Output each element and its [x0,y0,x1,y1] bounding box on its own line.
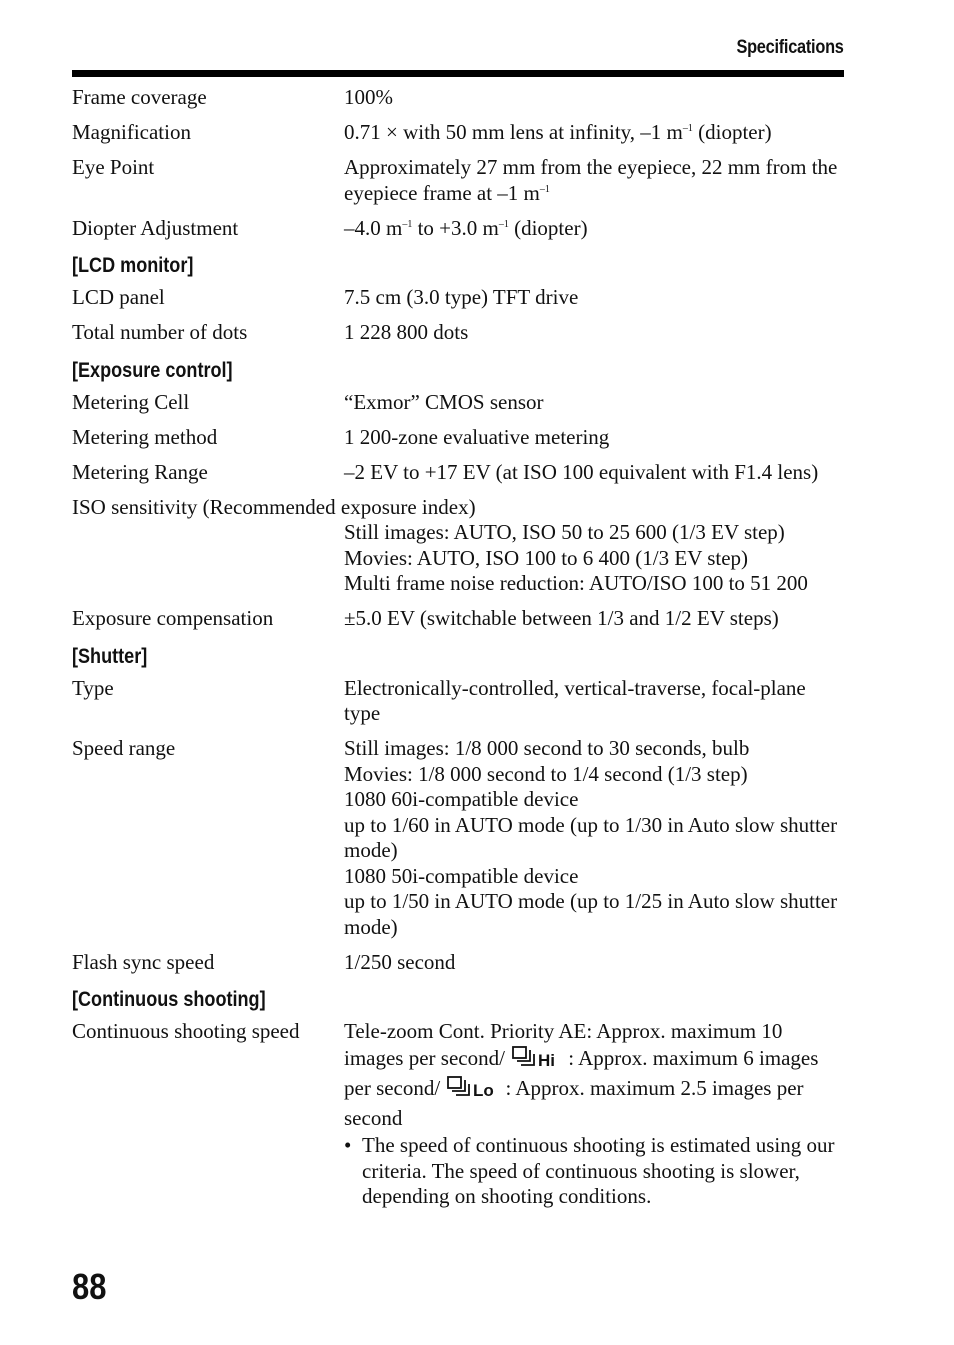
iso-line-still: Still images: AUTO, ISO 50 to 25 600 (1/3 EV step) [344,520,785,544]
spec-value: 1/250 second [344,949,456,974]
spec-label: Flash sync speed [72,949,215,974]
spec-row-eye-point [72,155,844,206]
superscript: –1 [682,123,693,134]
speed-line: up to 1/50 in AUTO mode (up to 1/25 in Auto slow shutter mode) [344,889,838,939]
spec-label: Speed range [72,736,176,760]
specifications-content [72,85,844,1219]
speed-line: up to 1/60 in AUTO mode (up to 1/30 in Auto slow shutter mode) [344,812,838,862]
superscript: –1 [402,218,413,230]
spec-label: LCD panel [72,285,165,309]
spec-row-flash-sync [72,950,844,976]
speed-line: Movies: 1/8 000 second to 1/4 second (1/3 step) [344,761,748,786]
spec-value: 7.5 cm (3.0 type) TFT drive [344,285,579,309]
spec-row-metering-range [72,460,844,486]
spec-value [344,736,844,940]
value-text: Approximately 27 mm from the eyepiece, 22 mm from the eyepiece frame at –1 m [344,155,838,205]
continuous-lo-icon [447,1075,503,1106]
value-text: Tele-zoom Cont. Priority AE: Approx. maximum 10 images per second/ [344,1019,783,1070]
bullet-text: The speed of continuous shooting is estimated using our criteria. The speed of continuous shooting is slower, depending on shooting conditions. [362,1133,835,1208]
spec-row-total-dots [72,320,844,346]
spec-label-iso-sensitivity: ISO sensitivity (Recommended exposure index) [72,494,476,519]
iso-value-block [344,520,844,597]
spec-row-metering-method [72,425,844,451]
spec-row-magnification [72,120,844,146]
section-heading-exposure-control: [Exposure control] [72,358,233,382]
continuous-hi-icon [512,1045,566,1076]
spec-value [344,216,844,242]
superscript: –1 [539,183,550,195]
icon-lo-label: Lo [473,1081,495,1099]
spec-label: Metering Cell [72,389,190,414]
spec-value: 1 200-zone evaluative metering [344,424,610,449]
spec-label: Diopter Adjustment [72,215,239,240]
iso-line-movies: Movies: AUTO, ISO 100 to 6 400 (1/3 EV step) [344,545,749,570]
spec-value [344,155,844,206]
spec-value: Electronically-controlled, vertical-traverse, focal-plane type [344,675,806,725]
spec-label: Type [72,675,114,700]
bullet-symbol: • [344,1133,352,1157]
value-text: –4.0 m [344,215,403,240]
spec-row-lcd-panel [72,285,844,311]
spec-label: Eye Point [72,155,155,179]
header-rule [72,70,844,77]
value-text: (diopter) [508,215,588,240]
spec-value: “Exmor” CMOS sensor [344,389,544,414]
spec-row-shutter-type [72,676,844,727]
spec-label: Continuous shooting speed [72,1019,300,1043]
section-heading-continuous-shooting: [Continuous shooting] [72,988,266,1011]
value-text: : Approx. maximum 6 images per second/ [344,1045,819,1100]
spec-row-exposure-compensation [72,606,844,632]
icon-hi-label: Hi [538,1050,556,1069]
value-text: : Approx. maximum 2.5 images per second [344,1076,804,1130]
spec-row-speed-range [72,736,844,940]
spec-row-frame-coverage [72,85,844,111]
spec-value: 100% [344,85,393,109]
value-text: to +3.0 m [412,215,499,240]
page-number: 88 [72,1266,107,1307]
superscript: –1 [498,218,509,230]
spec-label: Metering Range [72,459,208,484]
spec-label: Total number of dots [72,320,248,344]
page-header-title: Specifications [736,37,844,58]
value-text: 0.71 × with 50 mm lens at infinity, –1 m [344,120,683,144]
spec-label: Magnification [72,120,191,144]
section-heading-shutter: [Shutter] [72,644,148,668]
value-text: (diopter) [692,120,772,144]
spec-value [344,1019,844,1210]
speed-line: 1080 60i-compatible device [344,787,579,811]
section-heading-lcd-monitor: [LCD monitor] [72,254,194,277]
spec-label: Metering method [72,424,218,449]
spec-row-diopter-adjustment [72,216,844,242]
spec-label: Frame coverage [72,85,207,109]
spec-value: 1 228 800 dots [344,320,469,344]
iso-line-multi-frame: Multi frame noise reduction: AUTO/ISO 100 to 51 200 [344,571,808,595]
note-bullet [344,1133,844,1210]
speed-line: Still images: 1/8 000 second to 30 seconds, bulb [344,736,750,760]
spec-value: –2 EV to +17 EV (at ISO 100 equivalent with F1.4 lens) [344,459,819,484]
spec-row-continuous-speed [72,1019,844,1210]
speed-line: 1080 50i-compatible device [344,863,579,888]
spec-value [344,120,844,146]
spec-row-metering-cell [72,390,844,416]
spec-value: ±5.0 EV (switchable between 1/3 and 1/2 EV steps) [344,606,779,630]
spec-label: Exposure compensation [72,606,274,630]
